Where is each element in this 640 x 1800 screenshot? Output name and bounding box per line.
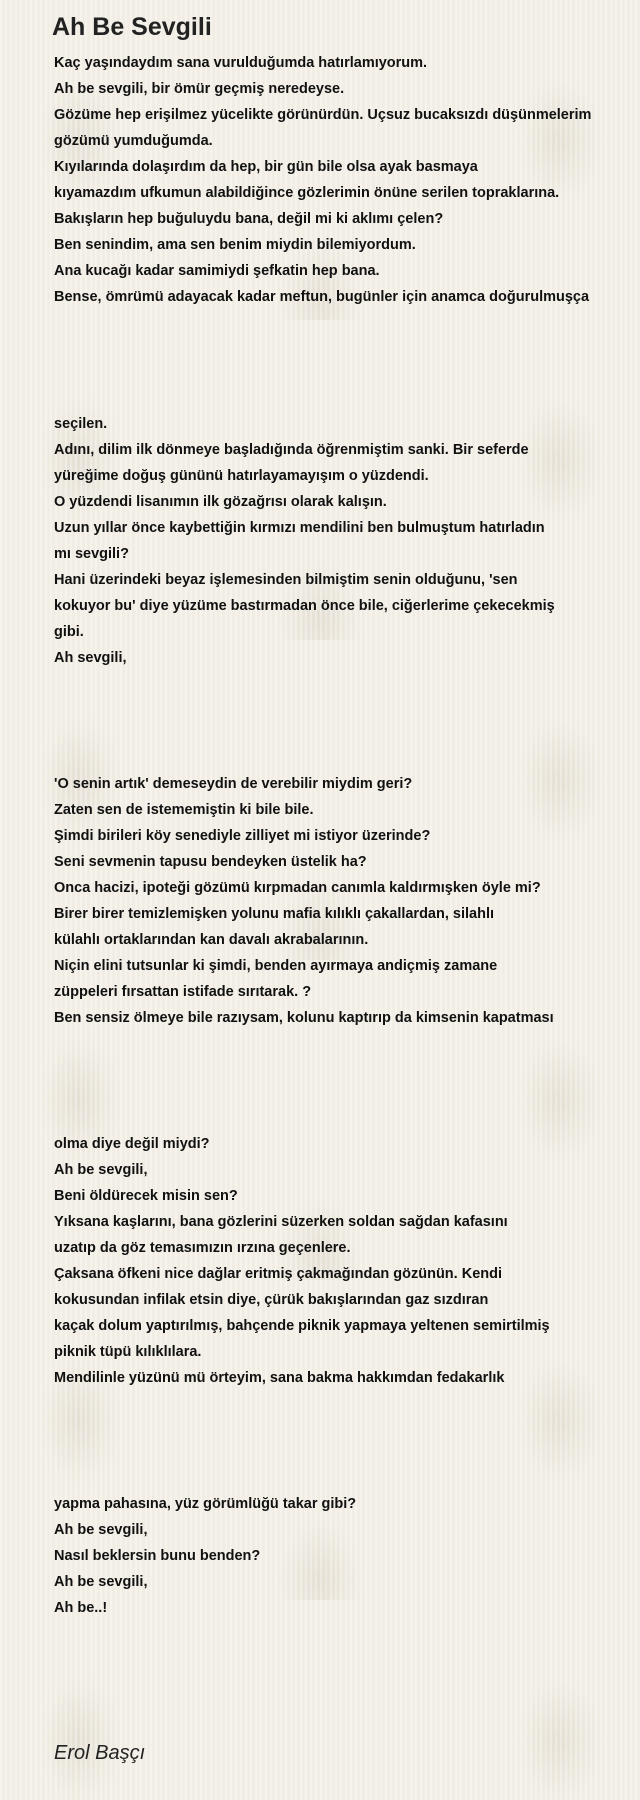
poem-title: Ah Be Sevgili bbox=[52, 13, 212, 41]
stanza-4 bbox=[54, 1131, 640, 1391]
poem-line: Şimdi birileri köy senediyle zilliyet mi istiyor üzerinde? bbox=[54, 828, 431, 844]
poem-line: Beni öldürecek misin sen? bbox=[54, 1188, 238, 1204]
author-name: Erol Başçı bbox=[54, 1742, 146, 1764]
poem-line: Zaten sen de istememiştin ki bile bile. bbox=[54, 802, 314, 818]
poem-line: Ben sensiz ölmeye bile razıysam, kolunu kaptırıp da kimsenin kapatması bbox=[54, 1010, 554, 1026]
poem-line: züppeleri fırsattan istifade sırıtarak. ? bbox=[54, 984, 312, 1000]
poem-line: Gözüme hep erişilmez yücelikte görünürdün. Uçsuz bucaksızdı düşünmelerim bbox=[54, 107, 592, 123]
poem-line: Ana kucağı kadar samimiydi şefkatin hep bana. bbox=[54, 263, 380, 279]
poem-line: gözümü yumduğumda. bbox=[54, 133, 213, 149]
poem-line: Bakışların hep buğuluydu bana, değil mi ki aklımı çelen? bbox=[54, 211, 444, 227]
poem-line: O yüzdendi lisanımın ilk gözağrısı olarak kalışın. bbox=[54, 494, 387, 510]
poem-line: Uzun yıllar önce kaybettiğin kırmızı mendilini ben bulmuştum hatırladın bbox=[54, 520, 545, 536]
poem-line: Ah sevgili, bbox=[54, 650, 127, 666]
poem-line: Seni sevmenin tapusu bendeyken üstelik ha? bbox=[54, 854, 367, 870]
poem-line: 'O senin artık' demeseydin de verebilir miydim geri? bbox=[54, 776, 413, 792]
poem-line: Yıksana kaşlarını, bana gözlerini süzerken soldan sağdan kafasını bbox=[54, 1214, 508, 1230]
poem-line: uzatıp da göz temasımızın ırzına geçenlere. bbox=[54, 1240, 351, 1256]
poem-line: Adını, dilim ilk dönmeye başladığında öğrenmiştim sanki. Bir seferde bbox=[54, 442, 529, 458]
poem-line: Kaç yaşındaydım sana vurulduğumda hatırlamıyorum. bbox=[54, 55, 428, 71]
poem-line: mı sevgili? bbox=[54, 546, 129, 562]
poem-line: Niçin elini tutsunlar ki şimdi, benden ayırmaya andiçmiş zamane bbox=[54, 958, 498, 974]
poem-line: kıyamazdım ufkumun alabildiğince gözlerimin önüne serilen topraklarına. bbox=[54, 185, 560, 201]
poem-line: Ben senindim, ama sen benim miydin bilemiyordum. bbox=[54, 237, 416, 253]
poem-line: Mendilinle yüzünü mü örteyim, sana bakma hakkımdan fedakarlık bbox=[54, 1370, 505, 1386]
poem-line: piknik tüpü kılıklılara. bbox=[54, 1344, 202, 1360]
poem-line: Çaksana öfkeni nice dağlar eritmiş çakmağından gözünün. Kendi bbox=[54, 1266, 502, 1282]
stanza-1 bbox=[54, 50, 640, 310]
poem-line: Ah be..! bbox=[54, 1600, 108, 1616]
poem-line: Onca hacizi, ipoteği gözümü kırpmadan canımla kaldırmışken öyle mi? bbox=[54, 880, 541, 896]
poem-line: Ah be sevgili, bir ömür geçmiş neredeyse. bbox=[54, 81, 345, 97]
poem-line: Kıyılarında dolaşırdım da hep, bir gün bile olsa ayak basmaya bbox=[54, 159, 478, 175]
poem-line: Birer birer temizlemişken yolunu mafia kılıklı çakallardan, silahlı bbox=[54, 906, 495, 922]
stanza-5 bbox=[54, 1491, 640, 1621]
poem-line: Bense, ömrümü adayacak kadar meftun, bugünler için anamca doğurulmuşça bbox=[54, 289, 590, 305]
poem-line: kokuyor bu' diye yüzüme bastırmadan önce bile, ciğerlerime çekecekmiş bbox=[54, 598, 555, 614]
poem-line: Ah be sevgili, bbox=[54, 1522, 148, 1538]
poem-line: yüreğime doğuş gününü hatırlayamayışım o yüzdendi. bbox=[54, 468, 429, 484]
poem-line: gibi. bbox=[54, 624, 84, 640]
poem-line: Hani üzerindeki beyaz işlemesinden bilmiştim senin olduğunu, 'sen bbox=[54, 572, 518, 588]
poem-line: yapma pahasına, yüz görümlüğü takar gibi? bbox=[54, 1496, 357, 1512]
poem-line: kokusundan infilak etsin diye, çürük bakışlarından gaz sızdıran bbox=[54, 1292, 489, 1308]
poem-line: kaçak dolum yaptırılmış, bahçende piknik yapmaya yeltenen semirtilmiş bbox=[54, 1318, 550, 1334]
poem-line: seçilen. bbox=[54, 416, 108, 432]
poem-line: külahlı ortaklarından kan davalı akrabalarının. bbox=[54, 932, 369, 948]
stanza-2 bbox=[54, 411, 640, 671]
stanza-3 bbox=[54, 771, 640, 1031]
poem-line: Nasıl beklersin bunu benden? bbox=[54, 1548, 261, 1564]
poem-line: olma diye değil miydi? bbox=[54, 1136, 210, 1152]
poem-line: Ah be sevgili, bbox=[54, 1162, 148, 1178]
poem-line: Ah be sevgili, bbox=[54, 1574, 148, 1590]
